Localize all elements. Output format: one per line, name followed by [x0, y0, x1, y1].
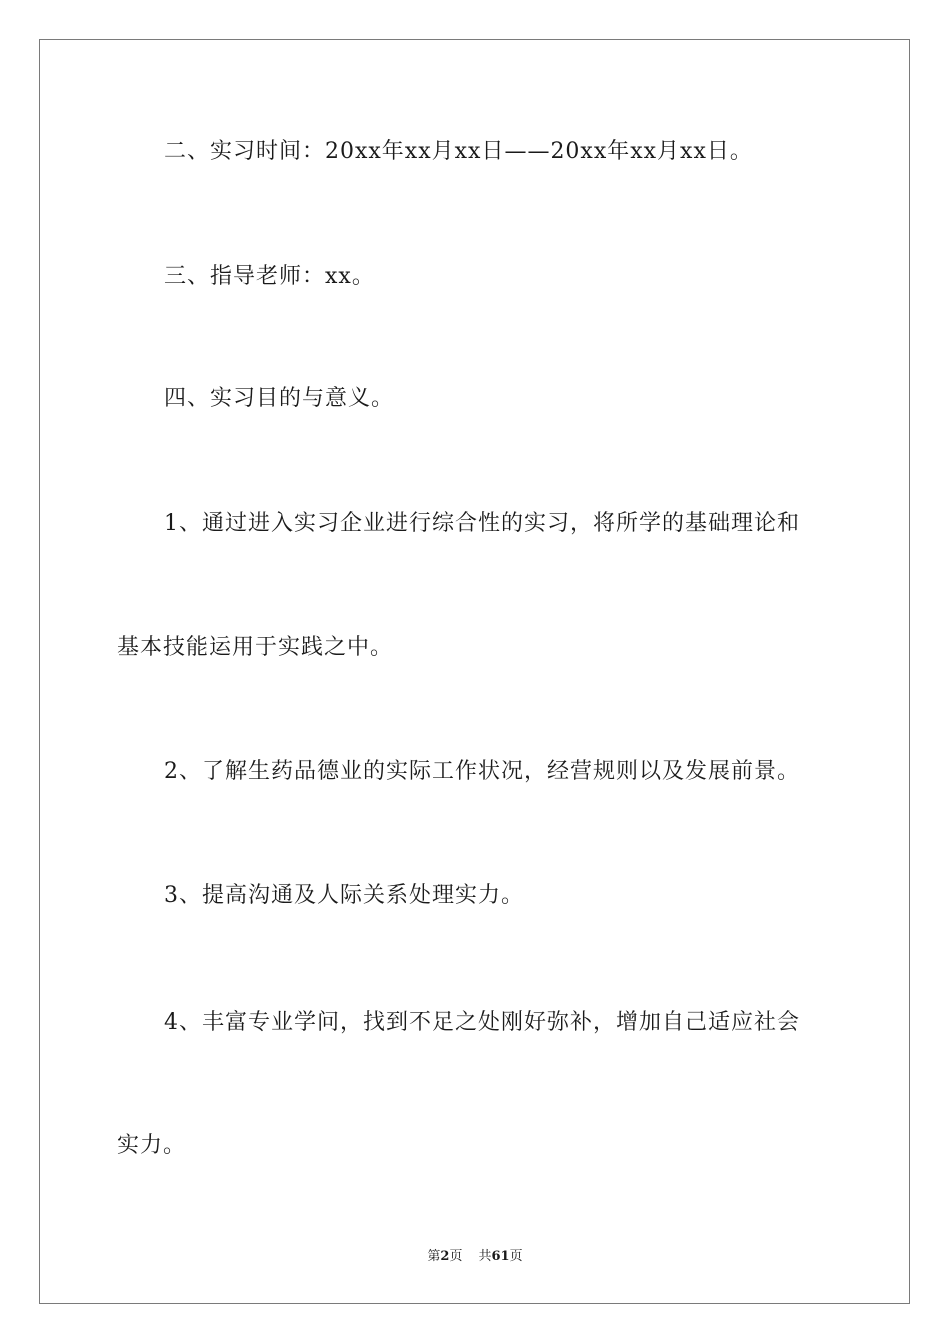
footer-total-suffix: 页 [509, 1249, 523, 1264]
paragraph-item-4-line-1: 4、丰富专业学问，找到不足之处刚好弥补，增加自己适应社会 [164, 1010, 800, 1035]
paragraph-internship-time: 二、实习时间：20xx年xx月xx日——20xx年xx月xx日。 [164, 139, 753, 164]
paragraph-advisor: 三、指导老师：xx。 [164, 264, 375, 289]
paragraph-item-3: 3、提高沟通及人际关系处理实力。 [164, 883, 524, 908]
paragraph-item-1-line-2: 基本技能运用于实践之中。 [117, 635, 394, 660]
footer-page-number: 2 [440, 1249, 450, 1264]
footer-page-suffix: 页 [449, 1249, 463, 1264]
paragraph-item-4-line-2: 实力。 [117, 1133, 187, 1158]
page-border [39, 39, 910, 1304]
paragraph-item-1-line-1: 1、通过进入实习企业进行综合性的实习，将所学的基础理论和 [164, 511, 800, 536]
page-footer [0, 1248, 950, 1266]
footer-total-prefix: 共 [478, 1249, 492, 1264]
footer-page-prefix: 第 [427, 1249, 441, 1264]
footer-total-pages: 61 [491, 1249, 510, 1264]
paragraph-item-2: 2、了解生药品德业的实际工作状况，经营规则以及发展前景。 [164, 759, 800, 784]
paragraph-purpose-heading: 四、实习目的与意义。 [164, 386, 395, 411]
